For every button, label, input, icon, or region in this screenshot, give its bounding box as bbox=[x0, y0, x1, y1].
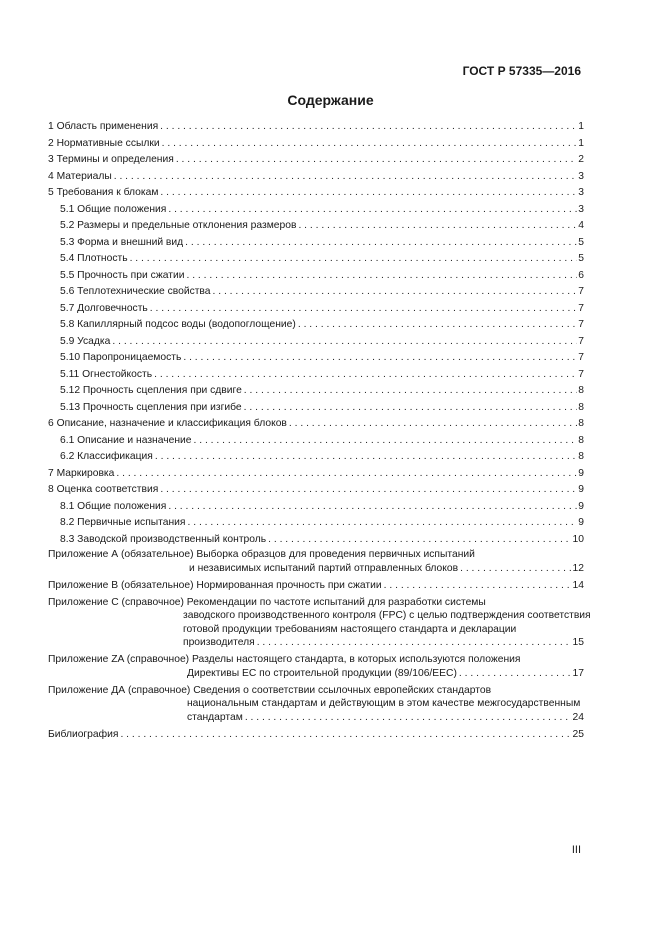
toc-entry-label: 5.7 Долговечность bbox=[60, 302, 148, 314]
appendix-a[interactable] bbox=[48, 548, 584, 576]
toc-entry-page: 7 bbox=[578, 352, 584, 363]
toc-entry[interactable] bbox=[48, 251, 584, 268]
toc-entry-page: 7 bbox=[578, 335, 584, 347]
toc-entry[interactable] bbox=[48, 169, 584, 186]
leader-dots bbox=[460, 562, 571, 576]
toc-entry[interactable] bbox=[48, 301, 584, 318]
toc-entry-page: 7 bbox=[578, 368, 584, 380]
leader-dots bbox=[154, 367, 577, 384]
toc-entry-label: 3 Термины и определения bbox=[48, 154, 174, 165]
leader-dots bbox=[176, 152, 577, 169]
leader-dots bbox=[185, 235, 577, 252]
leader-dots bbox=[130, 251, 578, 268]
toc-entry-page: 8 bbox=[578, 451, 584, 462]
toc-entry-page: 1 bbox=[578, 121, 584, 132]
leader-dots bbox=[112, 334, 577, 351]
leader-dots bbox=[160, 119, 577, 136]
toc-entry[interactable] bbox=[48, 185, 584, 202]
leader-dots bbox=[298, 317, 577, 334]
toc-title: Содержание bbox=[287, 92, 374, 108]
leader-dots bbox=[168, 202, 577, 219]
appendix-c[interactable] bbox=[48, 596, 591, 651]
toc-entry-page: 1 bbox=[578, 137, 584, 149]
standard-code: ГОСТ Р 57335—2016 bbox=[462, 64, 581, 78]
toc-entry-label: 6 Описание, назначение и классификация блоков bbox=[48, 418, 287, 429]
page-number: III bbox=[571, 844, 581, 856]
table-of-contents bbox=[48, 119, 591, 745]
toc-entry[interactable] bbox=[48, 334, 584, 351]
toc-entry-label: 5 Требования к блокам bbox=[48, 187, 159, 198]
appendix-b-title: Приложение В (обязательное) Нормированная прочность при сжатии bbox=[48, 579, 382, 591]
toc-entry-label: 5.11 Огнестойкость bbox=[60, 368, 153, 380]
toc-entry-page: 7 bbox=[578, 319, 584, 330]
appendix-c-last: производителя bbox=[183, 637, 255, 648]
appendix-a-page: 12 bbox=[572, 562, 584, 574]
appendix-c-last-row bbox=[48, 636, 584, 650]
toc-entry-page: 8 bbox=[578, 385, 584, 396]
toc-entry[interactable] bbox=[48, 119, 584, 136]
appendix-za-last-row bbox=[48, 667, 584, 681]
toc-entry-label: 8.1 Общие положения bbox=[60, 500, 167, 512]
leader-dots bbox=[183, 350, 577, 367]
toc-entry[interactable] bbox=[48, 218, 584, 235]
appendix-a-last-row bbox=[48, 562, 584, 576]
leader-dots bbox=[268, 532, 571, 549]
toc-entry-page: 9 bbox=[578, 467, 584, 479]
toc-entry[interactable] bbox=[48, 400, 584, 417]
toc-entry-page: 9 bbox=[578, 484, 584, 495]
leader-dots bbox=[289, 416, 577, 433]
bibliography[interactable] bbox=[48, 728, 584, 742]
toc-entry[interactable] bbox=[48, 317, 584, 334]
toc-entry-page: 7 bbox=[578, 302, 584, 314]
toc-entry[interactable] bbox=[48, 350, 584, 367]
appendix-da-line1: Приложение ДА (справочное) Сведения о соответствии ссылочных европейских стандартов bbox=[48, 684, 492, 696]
toc-entry-label: 5.8 Капиллярный подсос воды (водопоглощение) bbox=[60, 319, 296, 330]
toc-entry[interactable] bbox=[48, 416, 584, 433]
leader-dots bbox=[114, 169, 578, 186]
toc-entry-label: 5.1 Общие положения bbox=[60, 203, 167, 215]
toc-entry-label: 8.2 Первичные испытания bbox=[60, 517, 186, 528]
bibliography-row bbox=[48, 728, 584, 742]
leader-dots bbox=[257, 636, 572, 650]
leader-dots bbox=[244, 383, 577, 400]
leader-dots bbox=[244, 400, 578, 417]
leader-dots bbox=[160, 482, 577, 499]
toc-entry-page: 5 bbox=[578, 253, 584, 264]
leader-dots bbox=[213, 284, 578, 301]
toc-entry[interactable] bbox=[48, 152, 584, 169]
toc-entries bbox=[48, 119, 584, 548]
appendix-za-page: 17 bbox=[572, 667, 584, 679]
toc-entry-label: 5.13 Прочность сцепления при изгибе bbox=[60, 401, 242, 413]
toc-entry-page: 10 bbox=[572, 533, 584, 545]
leader-dots bbox=[186, 268, 577, 285]
toc-entry-label: 7 Маркировка bbox=[48, 467, 115, 479]
leader-dots bbox=[150, 301, 577, 318]
toc-entry-page: 3 bbox=[578, 203, 584, 215]
toc-entry[interactable] bbox=[48, 433, 584, 450]
toc-entry-page: 9 bbox=[578, 517, 584, 528]
appendix-b[interactable] bbox=[48, 579, 584, 593]
toc-entry-label: 2 Нормативные ссылки bbox=[48, 137, 160, 149]
toc-entry-page: 8 bbox=[578, 434, 584, 446]
appendix-da-page: 24 bbox=[572, 711, 584, 723]
leader-dots bbox=[245, 711, 572, 725]
appendix-za-line1: Приложение ZA (справочное) Разделы настоящего стандарта, в которых используются положения bbox=[48, 654, 521, 665]
appendix-za-last: Директивы ЕС по строительной продукции (89/106/EEC) bbox=[187, 667, 457, 679]
appendix-c-page: 15 bbox=[572, 637, 584, 648]
appendix-a-line1: Приложение А (обязательное) Выборка образцов для проведения первичных испытаний bbox=[48, 549, 475, 560]
toc-entry[interactable] bbox=[48, 268, 584, 285]
appendix-a-last: и независимых испытаний партий отправленных блоков bbox=[189, 562, 459, 574]
leader-dots bbox=[168, 499, 577, 516]
appendix-b-row bbox=[48, 579, 584, 593]
toc-entry[interactable] bbox=[48, 383, 584, 400]
toc-entry[interactable] bbox=[48, 499, 584, 516]
leader-dots bbox=[160, 185, 577, 202]
toc-entry-page: 4 bbox=[578, 220, 584, 231]
leader-dots bbox=[188, 515, 578, 532]
toc-entry-page: 9 bbox=[578, 500, 584, 512]
toc-entry-label: 6.1 Описание и назначение bbox=[60, 434, 192, 446]
toc-entry-label: 5.10 Паропроницаемость bbox=[60, 352, 182, 363]
toc-entry-page: 7 bbox=[578, 286, 584, 297]
appendix-c-line1: Приложение С (справочное) Рекомендации по частоте испытаний для разработки системы bbox=[48, 596, 486, 608]
toc-entry[interactable] bbox=[48, 515, 584, 532]
toc-entry[interactable] bbox=[48, 136, 584, 153]
leader-dots bbox=[162, 136, 578, 153]
appendix-da-last: стандартам bbox=[187, 711, 243, 723]
appendix-da-line2: национальным стандартам и действующим в этом качестве межгосударственным bbox=[187, 698, 581, 709]
toc-entry-label: 5.9 Усадка bbox=[60, 335, 111, 347]
toc-entry-page: 2 bbox=[578, 154, 584, 165]
leader-dots bbox=[155, 449, 577, 466]
toc-entry-label: 5.12 Прочность сцепления при сдвиге bbox=[60, 385, 242, 396]
bibliography-page: 25 bbox=[572, 728, 584, 740]
toc-entry[interactable] bbox=[48, 482, 584, 499]
toc-entry[interactable] bbox=[48, 202, 584, 219]
toc-entry-page: 8 bbox=[578, 401, 584, 413]
toc-entry-label: 4 Материалы bbox=[48, 170, 112, 182]
toc-entry-label: 8 Оценка соответствия bbox=[48, 484, 159, 495]
leader-dots bbox=[120, 728, 571, 742]
toc-entry[interactable] bbox=[48, 235, 584, 252]
toc-entry-page: 6 bbox=[578, 269, 584, 281]
leader-dots bbox=[459, 667, 572, 681]
leader-dots bbox=[116, 466, 577, 483]
toc-entry-label: 6.2 Классификация bbox=[60, 451, 153, 462]
toc-entry[interactable] bbox=[48, 449, 584, 466]
appendix-c-line3: готовой продукции требованиям настоящего стандарта и декларации bbox=[183, 623, 517, 635]
toc-entry-page: 3 bbox=[578, 187, 584, 198]
appendix-c-line2: заводского производственного контроля (FPC) с целью подтверждения соответствия bbox=[183, 610, 591, 621]
appendix-list bbox=[48, 548, 591, 745]
appendix-da[interactable] bbox=[48, 684, 584, 725]
appendix-b-page: 14 bbox=[572, 579, 584, 591]
leader-dots bbox=[384, 579, 572, 593]
toc-entry-page: 8 bbox=[578, 418, 584, 429]
leader-dots bbox=[194, 433, 578, 450]
toc-entry-page: 3 bbox=[578, 170, 584, 182]
toc-entry-label: 5.3 Форма и внешний вид bbox=[60, 236, 184, 248]
toc-entry[interactable] bbox=[48, 532, 584, 549]
toc-entry[interactable] bbox=[48, 367, 584, 384]
appendix-da-last-row bbox=[48, 711, 584, 725]
toc-entry-label: 5.5 Прочность при сжатии bbox=[60, 269, 185, 281]
toc-entry-label: 8.3 Заводской производственный контроль bbox=[60, 533, 267, 545]
toc-entry[interactable] bbox=[48, 284, 584, 301]
toc-entry-label: 5.6 Теплотехнические свойства bbox=[60, 286, 211, 297]
leader-dots bbox=[298, 218, 577, 235]
bibliography-label: Библиография bbox=[48, 728, 119, 740]
toc-entry-page: 5 bbox=[578, 236, 584, 248]
toc-entry[interactable] bbox=[48, 466, 584, 483]
toc-entry-label: 5.4 Плотность bbox=[60, 253, 128, 264]
toc-entry-label: 5.2 Размеры и предельные отклонения размеров bbox=[60, 220, 297, 231]
appendix-za[interactable] bbox=[48, 653, 584, 681]
toc-entry-label: 1 Область применения bbox=[48, 121, 159, 132]
